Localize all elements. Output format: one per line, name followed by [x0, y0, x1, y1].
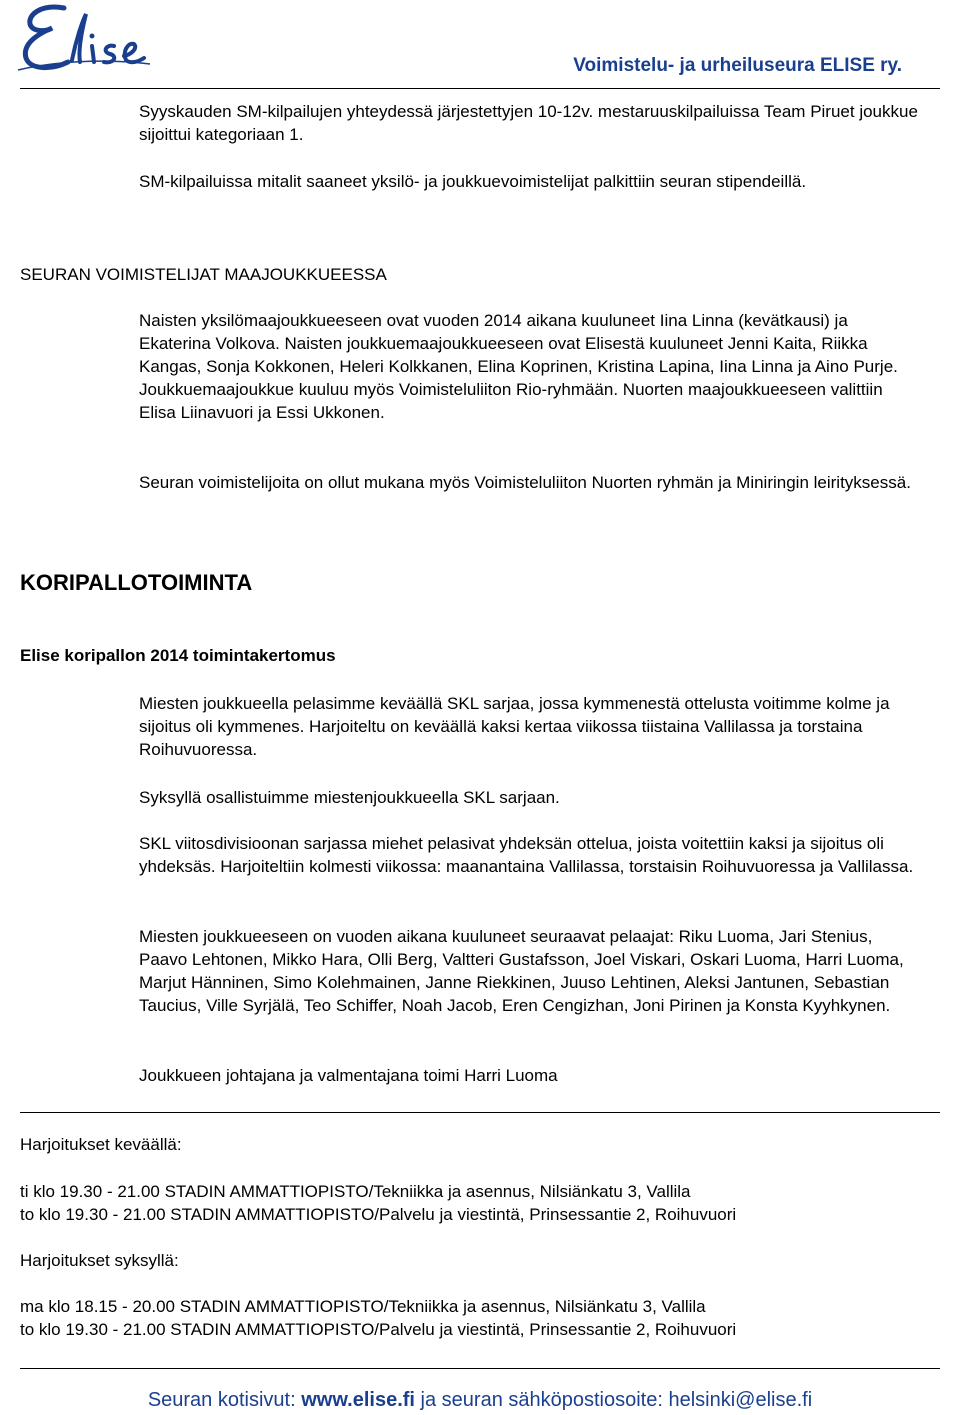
spring-schedule-heading: Harjoitukset keväällä:	[20, 1135, 182, 1154]
paragraph-division-results: SKL viitosdivisioonan sarjassa miehet pelasivat yhdeksän ottelua, joista voitettiin kaksi ja sijoitus oli yhdeksäs. Harjoiteltiin kolmesti viikossa: maanantaina Vallilassa, torstaisin Roihuvuoressa ja Vallilassa.	[139, 834, 914, 876]
footer-divider	[20, 1368, 940, 1369]
paragraph-national-team: Naisten yksilömaajoukkueeseen ovat vuoden 2014 aikana kuuluneet Iina Linna (kevätkausi) ja Ekaterina Volkova. Naisten joukkuemaajoukkueeseen ovat Elisestä kuuluneet Jenni Kaita, Riikka Kangas, Sonja Kokkonen, Heleri Kolkkanen, Elina Koprinen, Kristina Lapina, Iina Linna ja Aino Purje. Joukkuemaajoukkue kuuluu myös Voimisteluliiton Rio-ryhmään. Nuorten maajoukkueeseen valittiin Elisa Liinavuori ja Essi Ukkonen.	[139, 311, 898, 422]
footer-contact	[0, 1389, 960, 1412]
spring-schedule-line: ti klo 19.30 - 21.00 STADIN AMMATTIOPISTO/Tekniikka ja asennus, Nilsiänkatu 3, Vallila	[20, 1182, 691, 1201]
basketball-subtitle: Elise koripallon 2014 toimintakertomus	[20, 646, 336, 665]
spring-schedule-line: to klo 19.30 - 21.00 STADIN AMMATTIOPISTO/Palvelu ja viestintä, Prinsessantie 2, Roihuvuori	[20, 1205, 737, 1224]
autumn-schedule-line: to klo 19.30 - 21.00 STADIN AMMATTIOPISTO/Palvelu ja viestintä, Prinsessantie 2, Roihuvuori	[20, 1320, 737, 1339]
footer-prefix: Seuran kotisivut:	[147, 1389, 302, 1411]
organization-name: Voimistelu- ja urheiluseura ELISE ry.	[573, 55, 902, 76]
autumn-schedule-line: ma klo 18.15 - 20.00 STADIN AMMATTIOPISTO/Tekniikka ja asennus, Nilsiänkatu 3, Vallila	[20, 1297, 706, 1316]
section-divider	[20, 1112, 940, 1113]
paragraph-spring-season: Miesten joukkueella pelasimme keväällä SKL sarjaa, jossa kymmenestä ottelusta voitimme kolme ja sijoitus oli kymmenes. Harjoiteltu on keväällä kaksi kertaa viikossa tiistaina Vallilassa ja torstaina Roihuvuoressa.	[139, 694, 890, 759]
paragraph-autumn-series: Syksyllä osallistuimme miestenjoukkueella SKL sarjaan.	[139, 788, 560, 807]
autumn-schedule-heading: Harjoitukset syksyllä:	[20, 1251, 179, 1270]
paragraph-coach: Joukkueen johtajana ja valmentajana toimi Harri Luoma	[139, 1066, 558, 1085]
website-link[interactable]: www.elise.fi	[301, 1389, 415, 1411]
footer-middle: ja seuran sähköpostiosoite:	[414, 1389, 669, 1411]
basketball-title: KORIPALLOTOIMINTA	[20, 570, 253, 595]
paragraph-youth-group: Seuran voimistelijoita on ollut mukana myös Voimisteluliiton Nuorten ryhmän ja Miniringin leirityksessä.	[139, 473, 911, 492]
header-divider	[20, 88, 940, 89]
elise-logo	[12, 0, 152, 78]
email-link[interactable]: helsinki@elise.fi	[668, 1389, 813, 1411]
paragraph-stipends: SM-kilpailuissa mitalit saaneet yksilö- ja joukkuevoimistelijat palkittiin seuran stipendeillä.	[139, 172, 807, 191]
paragraph-players: Miesten joukkueeseen on vuoden aikana kuuluneet seuraavat pelaajat: Riku Luoma, Jari Stenius, Paavo Lehtonen, Mikko Hara, Olli Berg, Valtteri Gustafsson, Joel Viskari, Oskari Luoma, Harri Luoma, Marjut Hänninen, Simo Kolehmainen, Janne Riekkinen, Juuso Lehtinen, Aleksi Jantunen, Sebastian Taucius, Ville Syrjälä, Teo Schiffer, Noah Jacob, Eren Cengizhan, Joni Pirinen ja Konsta Kyyhkynen.	[139, 927, 904, 1015]
paragraph-team-piruet: Syyskauden SM-kilpailujen yhteydessä järjestettyjen 10-12v. mestaruuskilpailuissa Team Piruet joukkue sijoittui kategoriaan 1.	[139, 102, 918, 144]
section-heading-national-team: SEURAN VOIMISTELIJAT MAAJOUKKUEESSA	[20, 265, 387, 284]
